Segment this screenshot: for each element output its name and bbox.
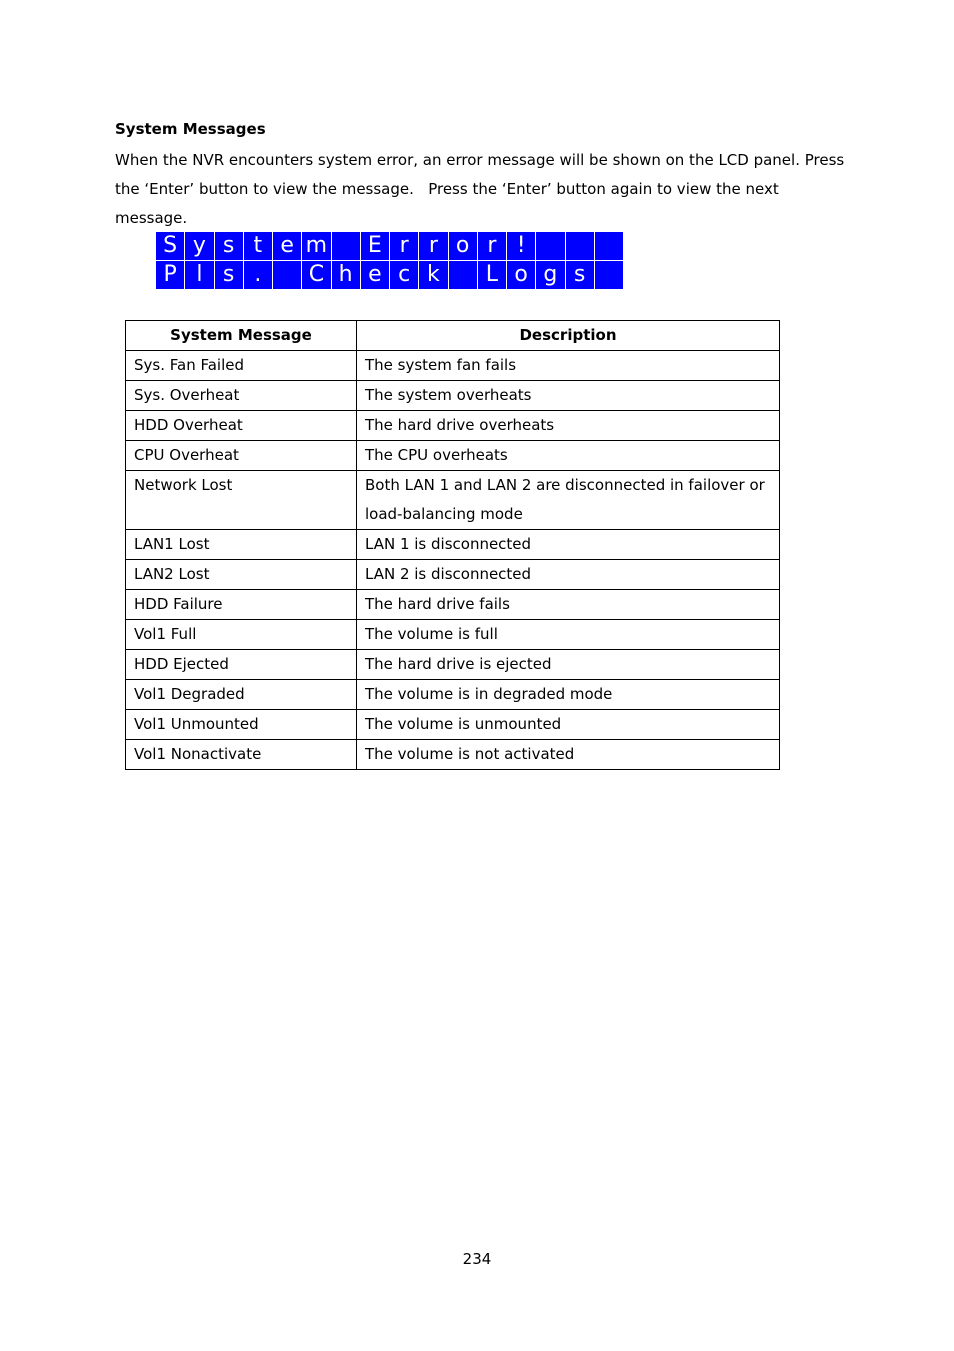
- table-row: [126, 710, 780, 740]
- lcd-cell: c: [390, 261, 419, 290]
- system-message-cell: Sys. Fan Failed: [126, 351, 357, 381]
- lcd-cell: [595, 232, 624, 261]
- description-cell: LAN 1 is disconnected: [357, 530, 780, 560]
- description-cell: The CPU overheats: [357, 441, 780, 471]
- lcd-cell: .: [244, 261, 273, 290]
- section-heading: System Messages: [115, 120, 266, 138]
- lcd-cell: l: [185, 261, 214, 290]
- description-cell: The system fan fails: [357, 351, 780, 381]
- lcd-cell: [566, 232, 595, 261]
- system-message-cell: LAN1 Lost: [126, 530, 357, 560]
- lcd-cell: k: [419, 261, 448, 290]
- lcd-cell: r: [419, 232, 448, 261]
- lcd-cell: h: [332, 261, 361, 290]
- table-row: [126, 381, 780, 411]
- system-message-cell: HDD Ejected: [126, 650, 357, 680]
- lcd-cell: C: [302, 261, 331, 290]
- lcd-cell: L: [478, 261, 507, 290]
- table-row: [126, 740, 780, 770]
- system-message-cell: Vol1 Nonactivate: [126, 740, 357, 770]
- lcd-cell: P: [156, 261, 185, 290]
- lcd-cell: t: [244, 232, 273, 261]
- description-cell: The hard drive overheats: [357, 411, 780, 441]
- column-header-system-message: System Message: [126, 321, 357, 351]
- lcd-cell: [332, 232, 361, 261]
- intro-paragraph: When the NVR encounters system error, an error message will be shown on the LCD panel. Press the ‘Enter’ button to view the message. Press the ‘Enter’ button again to view the next message.: [115, 151, 850, 227]
- lcd-cell: s: [215, 232, 244, 261]
- table-header-row: [126, 321, 780, 351]
- lcd-cell: g: [536, 261, 565, 290]
- table-row: [126, 680, 780, 710]
- lcd-cell: m: [302, 232, 331, 261]
- table-row: [126, 620, 780, 650]
- lcd-cell: E: [361, 232, 390, 261]
- lcd-panel-display: [155, 232, 624, 290]
- lcd-cell: o: [507, 261, 536, 290]
- system-message-cell: Sys. Overheat: [126, 381, 357, 411]
- lcd-cell: o: [449, 232, 478, 261]
- lcd-cell: [449, 261, 478, 290]
- table-row: [126, 590, 780, 620]
- lcd-cell: [273, 261, 302, 290]
- description-cell: The volume is not activated: [357, 740, 780, 770]
- table-row: [126, 530, 780, 560]
- system-message-cell: Vol1 Degraded: [126, 680, 357, 710]
- system-message-cell: Network Lost: [126, 471, 357, 530]
- description-cell: The volume is unmounted: [357, 710, 780, 740]
- system-message-cell: HDD Failure: [126, 590, 357, 620]
- system-messages-table: [125, 320, 780, 770]
- description-cell: The volume is full: [357, 620, 780, 650]
- system-message-cell: Vol1 Full: [126, 620, 357, 650]
- system-message-cell: Vol1 Unmounted: [126, 710, 357, 740]
- table-row: [126, 351, 780, 381]
- lcd-cell: [595, 261, 624, 290]
- description-cell: The system overheats: [357, 381, 780, 411]
- system-message-cell: LAN2 Lost: [126, 560, 357, 590]
- page-number: 234: [462, 1250, 492, 1268]
- table-row: [126, 650, 780, 680]
- lcd-cell: e: [361, 261, 390, 290]
- lcd-cell: [536, 232, 565, 261]
- table-row: [126, 560, 780, 590]
- description-cell: Both LAN 1 and LAN 2 are disconnected in failover or load-balancing mode: [357, 471, 780, 530]
- lcd-cell: s: [215, 261, 244, 290]
- lcd-cell: s: [566, 261, 595, 290]
- column-header-description: Description: [357, 321, 780, 351]
- lcd-cell: S: [156, 232, 185, 261]
- table-row: [126, 471, 780, 530]
- table-row: [126, 411, 780, 441]
- lcd-cell: r: [390, 232, 419, 261]
- description-cell: The hard drive is ejected: [357, 650, 780, 680]
- system-message-cell: HDD Overheat: [126, 411, 357, 441]
- lcd-cell: y: [185, 232, 214, 261]
- system-message-cell: CPU Overheat: [126, 441, 357, 471]
- lcd-cell: r: [478, 232, 507, 261]
- lcd-cell: e: [273, 232, 302, 261]
- lcd-cell: !: [507, 232, 536, 261]
- description-cell: The volume is in degraded mode: [357, 680, 780, 710]
- table-row: [126, 441, 780, 471]
- description-cell: The hard drive fails: [357, 590, 780, 620]
- description-cell: LAN 2 is disconnected: [357, 560, 780, 590]
